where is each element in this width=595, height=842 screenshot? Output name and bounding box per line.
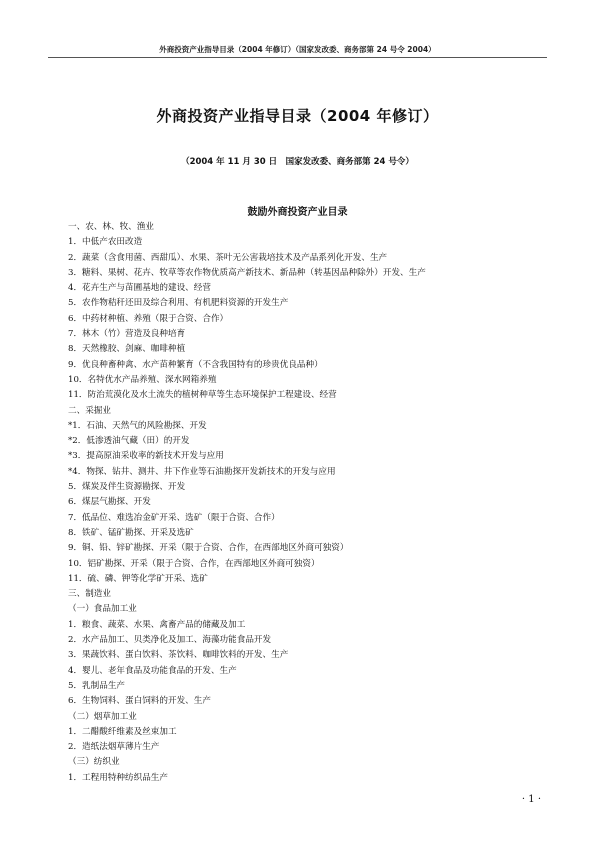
catalog-line: 4．婴儿、老年食品及功能食品的开发、生产 [68,665,237,676]
catalog-line: 1．中低产农田改造 [68,237,143,248]
catalog-line: 5．乳制品生产 [68,680,126,691]
section-title: 鼓励外商投资产业目录 [247,207,348,218]
catalog-line: （二）烟草加工业 [68,711,137,722]
running-head: 外商投资产业指导目录（2004 年修订）（国家发改委、商务部第 24 号令 2004） [159,45,436,54]
catalog-line: 6．中药材种植、养殖（限于合资、合作） [68,313,229,324]
catalog-line: 9．铜、铅、锌矿勘探、开采（限于合资、合作，在西部地区外商可独资） [68,543,349,554]
catalog-line: （一）食品加工业 [68,604,137,615]
catalog-line: 2．水产品加工、贝类净化及加工、海藻功能食品开发 [68,635,272,646]
catalog-line: 8．天然橡胶、剑麻、咖啡种植 [68,344,186,355]
catalog-line: 5．农作物秸秆还田及综合利用、有机肥料资源的开发生产 [68,298,289,309]
catalog-line: 2．蔬菜（含食用菌、西甜瓜）、水果、茶叶无公害栽培技术及产品系列化开发、生产 [68,252,388,263]
page-number: · 1 · [521,794,541,805]
catalog-line: 1．二醋酸纤维素及丝束加工 [68,726,177,737]
catalog-line: 11．硫、磷、钾等化学矿开采、选矿 [68,573,208,584]
catalog-line: 1．粮食、蔬菜、水果、禽畜产品的储藏及加工 [68,619,246,630]
catalog-line: 5．煤炭及伴生资源勘探、开发 [68,482,186,493]
catalog-line: 3．糖料、果树、花卉、牧草等农作物优质高产新技术、新品种（转基因品种除外）开发、生产 [68,267,426,278]
catalog-line: 二、采掘业 [68,405,111,416]
catalog-line: 6．煤层气勘探、开发 [68,497,151,508]
catalog-line: 9．优良种畜种禽、水产苗种繁育（不含我国特有的珍贵优良品种） [68,359,323,370]
catalog-line: 6．生物饲料、蛋白饲料的开发、生产 [68,696,211,707]
catalog-line: *3．提高原油采收率的新技术开发与应用 [68,451,224,462]
catalog-line: 2．造纸法烟草薄片生产 [68,742,160,753]
header-rule [48,57,547,58]
catalog-line: （三）纺织业 [68,757,120,768]
catalog-line: 一、农、林、牧、渔业 [68,222,154,232]
catalog-line: 11．防治荒漠化及水土流失的植树种草等生态环境保护工程建设、经营 [68,390,337,401]
catalog-line: *4．物探、钻井、测井、井下作业等石油勘探开发新技术的开发与应用 [68,466,336,477]
catalog-line: 10．名特优水产品养殖、深水网箱养殖 [68,374,217,385]
catalog-line: 三、制造业 [68,589,111,600]
catalog-line: 1．工程用特种纺织品生产 [68,772,168,783]
catalog-line: *1．石油、天然气的风险勘探、开发 [68,420,207,431]
catalog-line: 7．林木（竹）营造及良种培育 [68,329,186,340]
document-subtitle: （2004 年 11 月 30 日 国家发改委、商务部第 24 号令） [181,157,414,167]
catalog-list [68,220,558,786]
catalog-line: 3．果蔬饮料、蛋白饮料、茶饮料、咖啡饮料的开发、生产 [68,650,289,661]
catalog-line: 7．低品位、难选冶金矿开采、选矿（限于合资、合作） [68,512,280,523]
catalog-line: 8．铁矿、锰矿勘探、开采及选矿 [68,527,194,538]
catalog-line: 10．铝矿勘探、开采（限于合资、合作，在西部地区外商可独资） [68,558,320,569]
catalog-line: *2．低渗透油气藏（田）的开发 [68,436,190,447]
document-title: 外商投资产业指导目录（2004 年修订） [156,107,439,125]
catalog-line: 4．花卉生产与苗圃基地的建设、经营 [68,283,211,294]
